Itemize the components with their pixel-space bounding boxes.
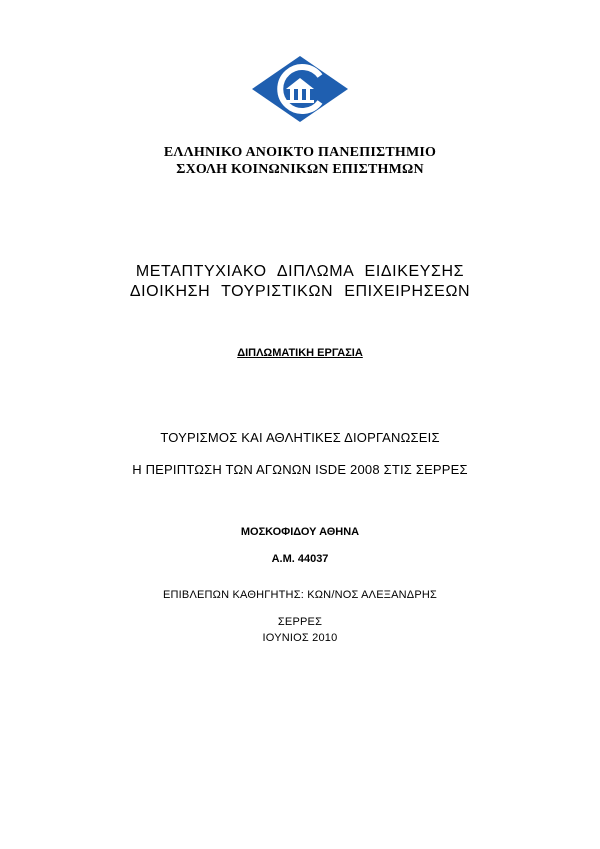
author-name: ΜΟΣΚΟΦΙΔΟΥ ΑΘΗΝΑ (240, 526, 360, 538)
thesis-title: ΤΟΥΡΙΣΜΟΣ ΚΑΙ ΑΘΛΗΤΙΚΕΣ ΔΙΟΡΓΑΝΩΣΕΙΣ (160, 430, 440, 445)
program-line-1: ΜΕΤΑΠΤΥΧΙΑΚΟ ΔΙΠΛΩΜΑ ΕΙΔΙΚΕΥΣΗΣ (135, 263, 465, 280)
school-name: ΣΧΟΛΗ ΚΟΙΝΩΝΙΚΩΝ ΕΠΙΣΤΗΜΩΝ (176, 162, 424, 177)
supervisor: ΕΠΙΒΛΕΠΩΝ ΚΑΘΗΓΗΤΗΣ: ΚΩΝ/ΝΟΣ ΑΛΕΞΑΝΔΡΗΣ (162, 589, 438, 601)
program-line-2: ΔΙΟΙΚΗΣΗ ΤΟΥΡΙΣΤΙΚΩΝ ΕΠΙΧΕΙΡΗΣΕΩΝ (129, 283, 471, 300)
university-name: ΕΛΛΗΝΙΚΟ ΑΝΟΙΚΤΟ ΠΑΝΕΠΙΣΤΗΜΙΟ (163, 145, 437, 160)
university-logo-icon (252, 56, 348, 122)
thesis-subtitle: Η ΠΕΡΙΠΤΩΣΗ ΤΩΝ ΑΓΩΝΩΝ ISDE 2008 ΣΤΙΣ ΣΕΡΡΕΣ (132, 462, 468, 477)
city: ΣΕΡΡΕΣ (277, 616, 323, 628)
date: ΙΟΥΝΙΟΣ 2010 (262, 632, 338, 644)
registration-number: Α.Μ. 44037 (271, 553, 329, 565)
document-type: ΔΙΠΛΩΜΑΤΙΚΗ ΕΡΓΑΣΙΑ (237, 347, 363, 359)
